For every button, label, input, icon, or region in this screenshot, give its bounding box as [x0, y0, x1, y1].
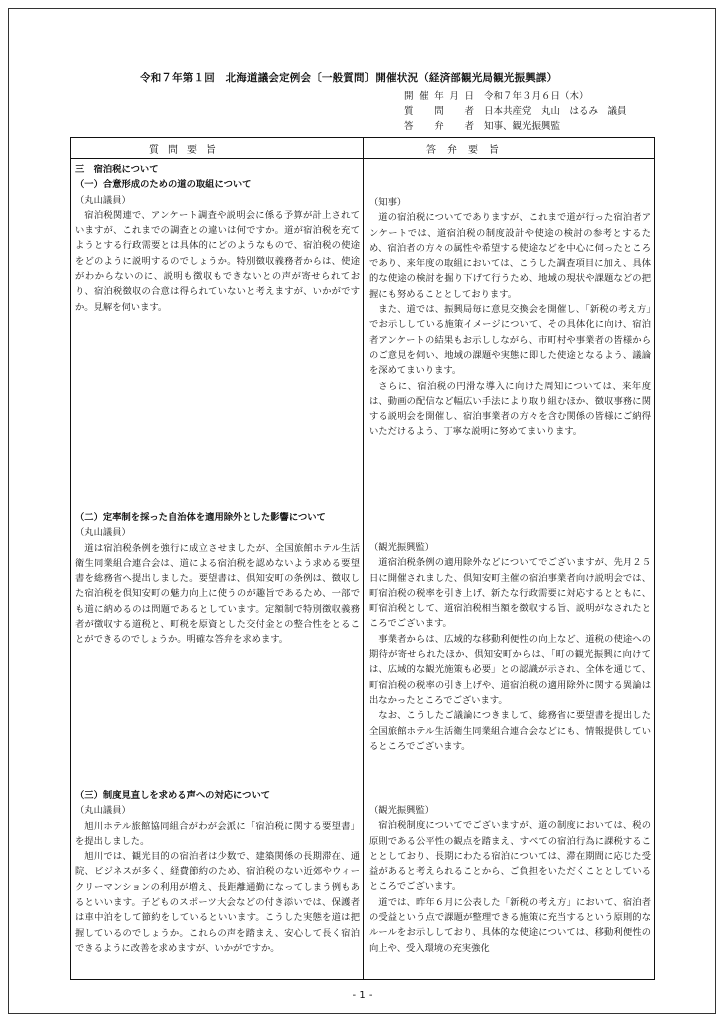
item1-answer-speaker: （知事）: [369, 197, 407, 208]
item1-question-cell: [75, 162, 360, 315]
item2-answer-speaker: （観光振興監）: [369, 542, 435, 553]
meta-answerer-value: 知事、観光振興監: [484, 121, 561, 132]
meta-answerer-label: 答 弁 者: [404, 121, 474, 132]
item3-answer-para-1: 宿泊税制度についてでございますが、道の制度においては、税の原則である公平性の観点を踏まえ、すべての宿泊行為に課税することとしており、長期にわたる宿泊については、滞在期間に応じた受益があると考えられることから、ご負担をいただくこととしているところでございます。: [369, 820, 651, 893]
item1-answer-cell: [369, 195, 651, 440]
item2-answer-para-2: 事業者からは、広域的な移動利便性の向上など、道税の使途への期待が寄せられたほか、倶知安町からは、「町の観光振興に向けては、広域的な観光施策も必要」との認識が示され、全体を通じて、町宿泊税の税率の引き上げや、道宿泊税の適用除外に関する異論は出なかったところでございます。: [369, 633, 651, 706]
document-title: 令和７年第１回 北海道議会定例会〔一般質問〕開催状況（経済部観光局観光振興課）: [140, 72, 558, 84]
item2-question-speaker: （丸山議員）: [75, 527, 131, 539]
section-heading: 三 宿泊税について: [75, 164, 159, 175]
item1-question-speaker: （丸山議員）: [75, 194, 131, 206]
question-column-header: 質問要旨: [149, 145, 225, 156]
meta-date-value: 令和７年３月６日（木）: [484, 91, 589, 102]
meta-date-label: 開催年月日: [404, 91, 474, 102]
table-header-row: [71, 138, 654, 159]
item3-subheading: （三）制度見直しを求める声への対応について: [75, 790, 271, 801]
meta-questioner: [404, 103, 664, 117]
item2-answer-cell: [369, 540, 651, 754]
item1-question-text: 宿泊税関連で、アンケート調査や説明会に係る予算が計上されていますが、これまでの調査との違いは何ですか。道が宿泊税を充てようとする行政需要とは具体的にどのようなもので、宿泊税の使途をどのように説明するのでしょうか。特別徴収義務者からは、使途がわからないのに、説明も徴収もできないとの声が寄せられており、宿泊税徴収の合意は得られていないと考えますが、いかがですか。見解を伺います。: [75, 209, 360, 313]
item3-answer-para-2: 道では、昨年６月に公表した「新税の考え方」において、宿泊者の受益という点で課題が整理できる施策に充当するという原則的なルールをお示ししており、具体的な使途については、移動利便性の向上や、受入環境の充実強化: [369, 896, 651, 954]
qa-table: [70, 137, 655, 980]
meta-questioner-label: 質 問 者: [404, 106, 474, 117]
item2-subheading: （二）定率制を採った自治体を適用除外とした影響について: [75, 512, 326, 523]
item2-question-cell: [75, 510, 360, 648]
page-number: - 1 -: [352, 990, 373, 1001]
item3-question-text: 旭川ホテル旅館協同組合がわが会派に「宿泊税に関する要望書」を提出しました。: [75, 820, 360, 847]
item2-answer-para-1: 道宿泊税条例の適用除外などについてでございますが、先月２５日に開催されました、倶知安町主催の宿泊事業者向け説明会では、町宿泊税の税率を引き上げ、新たな行政需要に対応するとともに、町宿泊税として、道宿泊税相当額を徴収する旨、説明がなされたところでございます。: [369, 557, 651, 630]
meta-answerer: [404, 118, 664, 132]
item3-question-cell: [75, 788, 360, 956]
item2-answer-para-3: なお、こうしたご議論につきまして、総務省に要望書を提出した全国旅館ホテル生活衛生同業組合連合会などにも、情報提供しているところでございます。: [369, 710, 651, 752]
item1-answer-para-3: さらに、宿泊税の円滑な導入に向けた周知については、来年度は、動画の配信など幅広い手法により取り組むほか、徴収事務に関する説明会を開催し、宿泊事業者の方々を含む関係の皆様にご納得いただけるよう、丁寧な説明に努めてまいります。: [369, 380, 651, 438]
item1-answer-para-2: また、道では、振興局毎に意見交換会を開催し、「新税の考え方」でお示ししている施策イメージについて、その具体化に向け、宿泊者アンケートの結果もお示ししながら、市町村や事業者の皆様からのご意見を伺い、地域の課題や実態に即した使途となるよう、議論を深めてまいります。: [369, 304, 651, 377]
item1-subheading: （一）合意形成のための道の取組について: [75, 179, 252, 191]
item3-answer-cell: [369, 803, 651, 956]
meta-date: [404, 88, 664, 102]
item3-answer-speaker: （観光振興監）: [369, 805, 435, 816]
meta-questioner-value: 日本共産党 丸山 はるみ 議員: [484, 106, 627, 117]
item3-question-speaker: （丸山議員）: [75, 805, 131, 817]
column-divider: [363, 138, 364, 979]
item2-question-text: 道は宿泊税条例を強行に成立させましたが、全国旅館ホテル生活衛生同業組合連合会は、道による宿泊税を認めないよう求める要望書を総務省へ提出しました。要望書は、倶知安町の条例は、徴収した宿泊税を倶知安町の魅力向上に使うのが趣旨であるため、一部でも道に納めるのは問題であるとしています。定額制で特別徴収義務者が徴収する道税と、町税を原資とした交付金との整合性をとることができるのでしょうか。明確な答弁を求めます。: [75, 542, 360, 646]
item3-question-text-2: 旭川では、観光目的の宿泊者は少数で、建築関係の長期滞在、通院、ビジネスが多く、経費節約のため、宿泊税のない近郊やウィークリーマンションの利用が増え、長距離通勤になってしまう例もあるといいます。子どものスポーツ大会などの付き添いでは、保護者は車中泊をして節約をしているといいます。こうした実態を道は把握しているのでしょうか。これらの声を踏まえ、安心して長く宿泊できるように改善を求めますが、いかがですか。: [75, 851, 360, 954]
item1-answer-para-1: 道の宿泊税についてでありますが、これまで道が行った宿泊者アンケートでは、道宿泊税の制度設計や使途の検討の参考とするため、宿泊者の方々の属性や希望する使途などを中心に伺ったところであり、来年度の取組においては、こうした調査項目に加え、具体的な使途の検討を掘り下げて行うため、地域の現状や課題などの把握にも努めることとしております。: [369, 212, 651, 300]
answer-column-header: 答弁要旨: [426, 145, 510, 156]
